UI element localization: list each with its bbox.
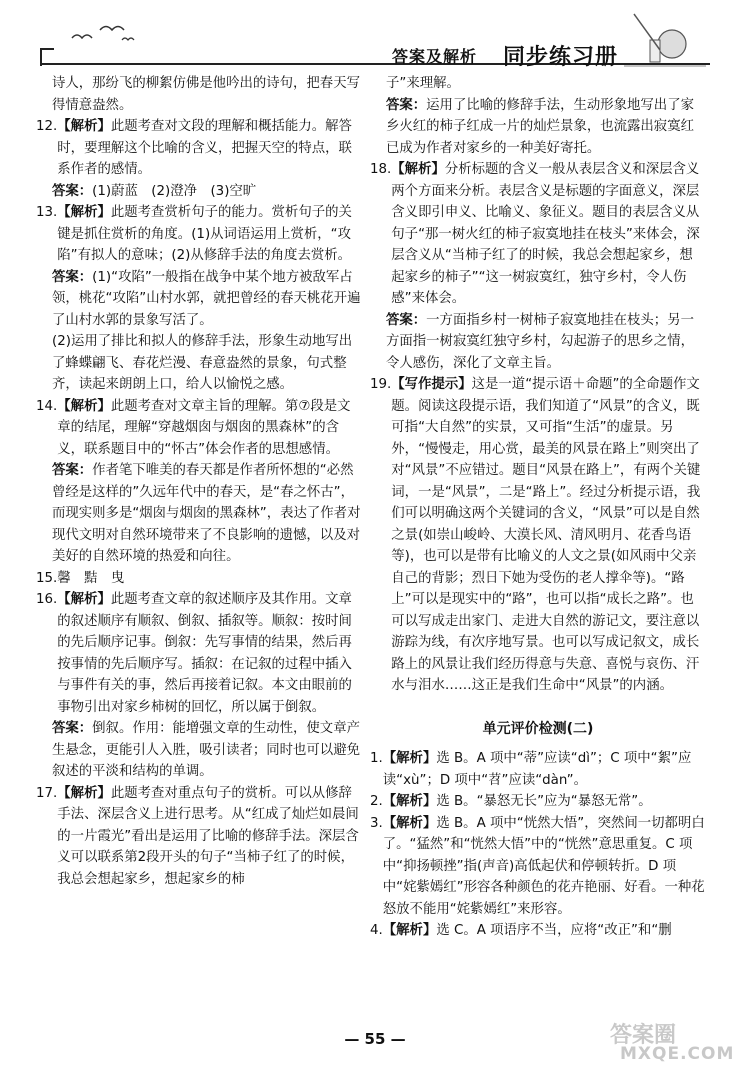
analysis-label: 【解析】 <box>382 751 437 766</box>
paragraph-continued: 诗人，那纷飞的柳絮仿佛是他吟出的诗句，把春天写得情意盎然。 <box>52 76 360 113</box>
analysis-text: 此题考查赏析句子的能力。赏析句子的关键是抓住赏析的角度。(1)从词语运用上赏析，“攻陷”有拟人的意味；(2)从修辞手法的角度去赏析。 <box>57 205 352 263</box>
writing-tip-text: 这是一道“提示语＋命题”的全命题作文题。阅读这段提示语，我们知道了“风景”的含义，既可指“大自然”的实景，又可指“生活”的虚景。另外，“慢慢走，用心赏，最美的风景在路上”则突出了对“风景”不应错过。题目“风景在路上”，有两个关键词，一是“风景”，二是“路上”。经过分析提示语，我们可以明确这两个关键词的含义，“风景”可以是自然之景(如崇山峻岭、大漠长风、清风明月、花香鸟语等)，也可以是带有比喻义的人文之景(如风雨中父亲自己的背影；烈日下她为受伤的老人撑伞等)。“路上”可以是现实中的“路”，也可以指“成长之路”。也可以写成走出家门、走进大自然的游记文，要注意以游踪为线，有次序地写景。也可以写成记叙文，成长路上的风景让我们经历得意与失意、喜悦与哀伤、汗水与泪水……这正是我们生命中“风景”的内涵。 <box>391 377 701 693</box>
question-number: 19. <box>370 377 392 392</box>
analysis-label: 【解析】 <box>382 923 437 938</box>
analysis-text: 选 B。A 项中“蒂”应读“dì”；C 项中“絮”应读“xù”；D 项中“苕”应读“dàn”。 <box>382 751 692 788</box>
watermark-logo <box>610 1018 735 1066</box>
question-18 <box>370 159 706 310</box>
question-number: 4. <box>370 923 383 938</box>
question-number: 2. <box>370 794 383 809</box>
answer-text: 馨 黠 曳 <box>57 570 125 586</box>
answer-text: 作者笔下唯美的春天都是作者所怀想的“必然曾经是这样的”久远年代中的春天，是“春之怀古”，而现实则多是“烟囱与烟囱的黑森林”，表达了作者对现代文明对自然环境带来了不良影响的遗憾，以及对美好的自然环境的热爱和向往。 <box>52 463 361 564</box>
analysis-label: 【解析】 <box>57 119 111 134</box>
header-section-title: 答案及解析 <box>392 47 478 66</box>
answer-text: 运用了比喻的修辞手法，生动形象地写出了家乡火红的柿子红成一片的灿烂景象，也流露出寂寞红已成为作者对家乡的一种美好寄托。 <box>386 97 694 156</box>
right-column <box>370 73 706 942</box>
question-17 <box>36 783 362 891</box>
question-number: 17. <box>36 785 58 801</box>
paragraph-continued: 子”来理解。 <box>386 76 460 91</box>
answer-label: 答案： <box>386 97 427 113</box>
question-number: 12. <box>36 119 58 134</box>
page-number: — 55 — <box>344 1030 406 1048</box>
question-number: 13. <box>36 205 58 220</box>
question-13 <box>36 202 362 267</box>
question-15 <box>36 568 362 590</box>
analysis-text: 此题考查对重点句子的赏析。可以从修辞手法、深层含义上进行思考。从“红成了灿烂如晨间的一片霞光”看出是运用了比喻的修辞手法。深层含义可以联系第2段开头的句子“当柿子红了的时候，我总会想起家乡，想起家乡的柿 <box>57 785 359 887</box>
question-number: 16. <box>36 592 58 607</box>
analysis-text: 此题考查对文章主旨的理解。第⑦段是文章的结尾，理解“穿越烟囱与烟囱的黑森林”的含义，联系题目中的“怀古”体会作者的思想感情。 <box>57 398 351 457</box>
answer-label: 答案： <box>52 721 93 736</box>
analysis-text: 此题考查对文段的理解和概括能力。解答时，要理解这个比喻的含义，把握天空的特点，联系作者的感情。 <box>57 119 352 177</box>
analysis-text: 选 B。“暴怒无长”应为“暴怒无常”。 <box>436 794 652 809</box>
unit-test-title: 单元评价检测(二) <box>482 720 594 737</box>
answer-13-part2: (2)运用了排比和拟人的修辞手法，形象生动地写出了蜂蝶翩飞、春花烂漫、春意盎然的景象，句式整齐，读起来朗朗上口，给人以愉悦之感。 <box>52 334 353 392</box>
answer-label: 答案： <box>52 269 93 285</box>
answer-label: 答案： <box>52 463 93 478</box>
analysis-text: 分析标题的含义一般从表层含义和深层含义两个方面来分析。表层含义是标题的字面意义，深层含义即引申义、比喻义、象征义。题目的表层含义从句子“那一树火红的柿子寂寞地挂在枝头”来体会，深层含义从“当柿子红了的时候，我总会想起家乡，想起家乡的柿子”“这一树寂寞红，独守乡村，令人伤感”来体会。 <box>391 162 700 306</box>
answer-text: (1)蔚蓝 (2)澄净 (3)空旷 <box>92 183 257 199</box>
analysis-label: 【解析】 <box>57 205 111 220</box>
left-column <box>36 73 362 890</box>
question-12 <box>36 116 362 181</box>
question-number: 15. <box>36 570 58 586</box>
answer-16 <box>36 718 362 783</box>
unit-question-1 <box>370 748 706 791</box>
header-book-title: 同步练习册 <box>503 45 619 70</box>
answer-label: 答案： <box>52 183 93 199</box>
answer-12 <box>36 181 362 203</box>
analysis-text: 选 C。A 项语序不当，应将“改正”和“删 <box>436 923 672 938</box>
question-19 <box>370 374 706 697</box>
question-14 <box>36 396 362 461</box>
page-header <box>0 0 750 72</box>
analysis-label: 【解析】 <box>57 592 111 607</box>
analysis-text: 选 B。A 项中“恍然大悟”，突然间一切都明白了。“猛然”和“恍然大悟”中的“恍然”意思重复。C 项中“抑扬顿挫”指(声音)高低起伏和停顿转折。D 项中“姹紫嫣红”形容各种颜色的花卉艳丽、好看。一种花怒放不能用“姹紫嫣红”来形容。 <box>382 815 705 917</box>
analysis-label: 【解析】 <box>57 785 111 801</box>
answer-text: 一方面指乡村一树柿子寂寞地挂在枝头；另一方面指一树寂寞红独守乡村，勾起游子的思乡之情，令人感伤，深化了文章主旨。 <box>386 312 694 371</box>
analysis-label: 【解析】 <box>57 398 111 414</box>
watermark-top-text: 答案圈 <box>610 1023 677 1048</box>
answer-17 <box>370 95 706 160</box>
answer-14 <box>36 460 362 568</box>
pen-globe-decoration-icon <box>620 10 710 70</box>
analysis-text: 此题考查文章的叙述顺序及其作用。文章的叙述顺序有顺叙、倒叙、插叙等。顺叙：按时间的先后顺序记事。倒叙：先写事情的结果，然后再按事情的先后顺序写。插叙：在记叙的过程中插入与事件有关的事，然后再接着记叙。本文由眼前的事物引出对家乡柿树的回忆，所以属于倒叙。 <box>57 592 352 715</box>
question-number: 3. <box>370 815 383 831</box>
writing-tip-label: 【写作提示】 <box>391 377 472 392</box>
analysis-label: 【解析】 <box>382 815 437 831</box>
answer-text: 倒叙。作用：能增强文章的生动性，使文章产生悬念，更能引人入胜，吸引读者；同时也可以避免叙述的平淡和结构的单调。 <box>52 721 360 779</box>
unit-question-4 <box>370 920 706 942</box>
analysis-label: 【解析】 <box>391 162 445 177</box>
analysis-label: 【解析】 <box>382 794 437 809</box>
answer-13-part1 <box>36 267 362 332</box>
question-number: 18. <box>370 162 392 177</box>
unit-question-2 <box>370 791 706 813</box>
question-number: 14. <box>36 398 58 414</box>
answer-text: (1)“攻陷”一般指在战争中某个地方被敌军占领，桃花“攻陷”山村水郭，就把曾经的春天桃花开遍了山村水郭的景象写活了。 <box>52 269 361 328</box>
watermark-bottom-text: MXQE.COM <box>620 1044 735 1064</box>
question-16 <box>36 589 362 718</box>
flying-birds-icon <box>70 22 140 46</box>
unit-question-3 <box>370 813 706 921</box>
answer-18 <box>370 310 706 375</box>
question-number: 1. <box>370 751 383 766</box>
answer-label: 答案： <box>386 312 427 328</box>
